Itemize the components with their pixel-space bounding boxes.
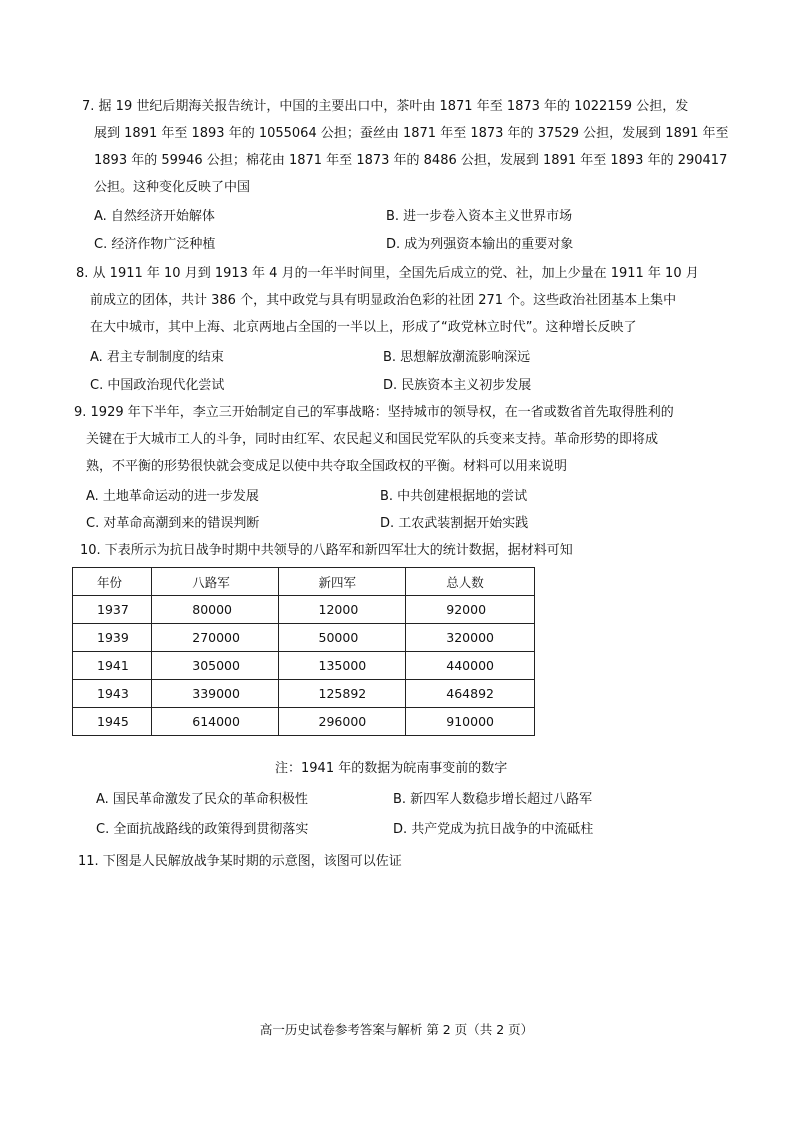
q7-line-4: 公担。这种变化反映了中国 [94,180,251,195]
q10-option-a: A. 国民革命激发了民众的革命积极性 [96,792,308,807]
q7-line-2: 展到 1891 年至 1893 年的 1055064 公担；蚕丝由 1871 年至 1873 年的 37529 公担，发展到 1891 年至 [94,126,729,141]
q8-option-c: C. 中国政治现代化尝试 [90,378,225,393]
table-cell: 320000 [406,624,535,652]
q8-option-a: A. 君主专制制度的结束 [90,350,224,365]
q8-line-1: 8. 从 1911 年 10 月到 1913 年 4 月的一年半时间里，全国先后成立的党、社，加上少量在 1911 年 10 月 [76,266,699,281]
table-cell: 1939 [73,624,152,652]
table-header-cell: 新四军 [278,568,406,596]
table-cell: 92000 [406,596,535,624]
q10-option-d: D. 共产党成为抗日战争的中流砥柱 [393,822,594,837]
q7-option-a: A. 自然经济开始解体 [94,209,215,224]
q10-option-b: B. 新四军人数稳步增长超过八路军 [393,792,593,807]
table-cell: 1945 [73,708,152,736]
table-cell: 1943 [73,680,152,708]
table-cell: 614000 [152,708,278,736]
table-cell: 910000 [406,708,535,736]
table-header-cell: 八路军 [152,568,278,596]
q7-option-b: B. 进一步卷入资本主义世界市场 [386,209,573,224]
q9-option-c: C. 对革命高潮到来的错误判断 [86,516,260,531]
table-row [73,708,535,736]
q10-stem: 10. 下表所示为抗日战争时期中共领导的八路军和新四军壮大的统计数据，据材料可知 [80,543,573,558]
table-header-row [73,568,535,596]
table-row [73,680,535,708]
q7-line-3: 1893 年的 59946 公担；棉花由 1871 年至 1873 年的 8486 公担，发展到 1891 年至 1893 年的 290417 [94,153,728,168]
table-cell: 464892 [406,680,535,708]
table-cell: 12000 [278,596,406,624]
q9-line-3: 熟，不平衡的形势很快就会变成足以使中共夺取全国政权的平衡。材料可以用来说明 [86,459,568,474]
q9-option-d: D. 工农武装割据开始实践 [380,516,529,531]
army-statistics-table [72,567,535,736]
table-cell: 135000 [278,652,406,680]
table-header-cell: 年份 [73,568,152,596]
table-row [73,624,535,652]
table-row [73,596,535,624]
q8-line-3: 在大中城市，其中上海、北京两地占全国的一半以上，形成了“政党林立时代”。这种增长反映了 [90,320,637,335]
q7-line-1: 7. 据 19 世纪后期海关报告统计，中国的主要出口中，茶叶由 1871 年至 1873 年的 1022159 公担，发 [82,99,689,114]
page-footer: 高一历史试卷参考答案与解析 第 2 页（共 2 页） [259,1022,534,1037]
table-cell: 125892 [278,680,406,708]
q9-line-2: 关键在于大城市工人的斗争，同时由红军、农民起义和国民党军队的兵变来支持。革命形势的即将成 [86,432,659,447]
q9-line-1: 9. 1929 年下半年，李立三开始制定自己的军事战略：坚持城市的领导权，在一省或数省首先取得胜利的 [74,405,674,420]
table-cell: 80000 [152,596,278,624]
q10-option-c: C. 全面抗战路线的政策得到贯彻落实 [96,822,309,837]
q8-line-2: 前成立的团体，共计 386 个，其中政党与具有明显政治色彩的社团 271 个。这些政治社团基本上集中 [90,293,677,308]
q7-option-d: D. 成为列强资本输出的重要对象 [386,237,574,252]
table-cell: 305000 [152,652,278,680]
q8-option-d: D. 民族资本主义初步发展 [383,378,532,393]
table-note: 注：1941 年的数据为皖南事变前的数字 [275,761,508,776]
table-cell: 1937 [73,596,152,624]
table-cell: 440000 [406,652,535,680]
q11-stem: 11. 下图是人民解放战争某时期的示意图，该图可以佐证 [78,854,402,869]
table-row [73,652,535,680]
q8-option-b: B. 思想解放潮流影响深远 [383,350,531,365]
table-cell: 296000 [278,708,406,736]
table-cell: 1941 [73,652,152,680]
q7-option-c: C. 经济作物广泛种植 [94,237,216,252]
table-header-cell: 总人数 [406,568,535,596]
table-cell: 50000 [278,624,406,652]
table-cell: 339000 [152,680,278,708]
q9-option-a: A. 土地革命运动的进一步发展 [86,489,259,504]
table-cell: 270000 [152,624,278,652]
q9-option-b: B. 中共创建根据地的尝试 [380,489,528,504]
